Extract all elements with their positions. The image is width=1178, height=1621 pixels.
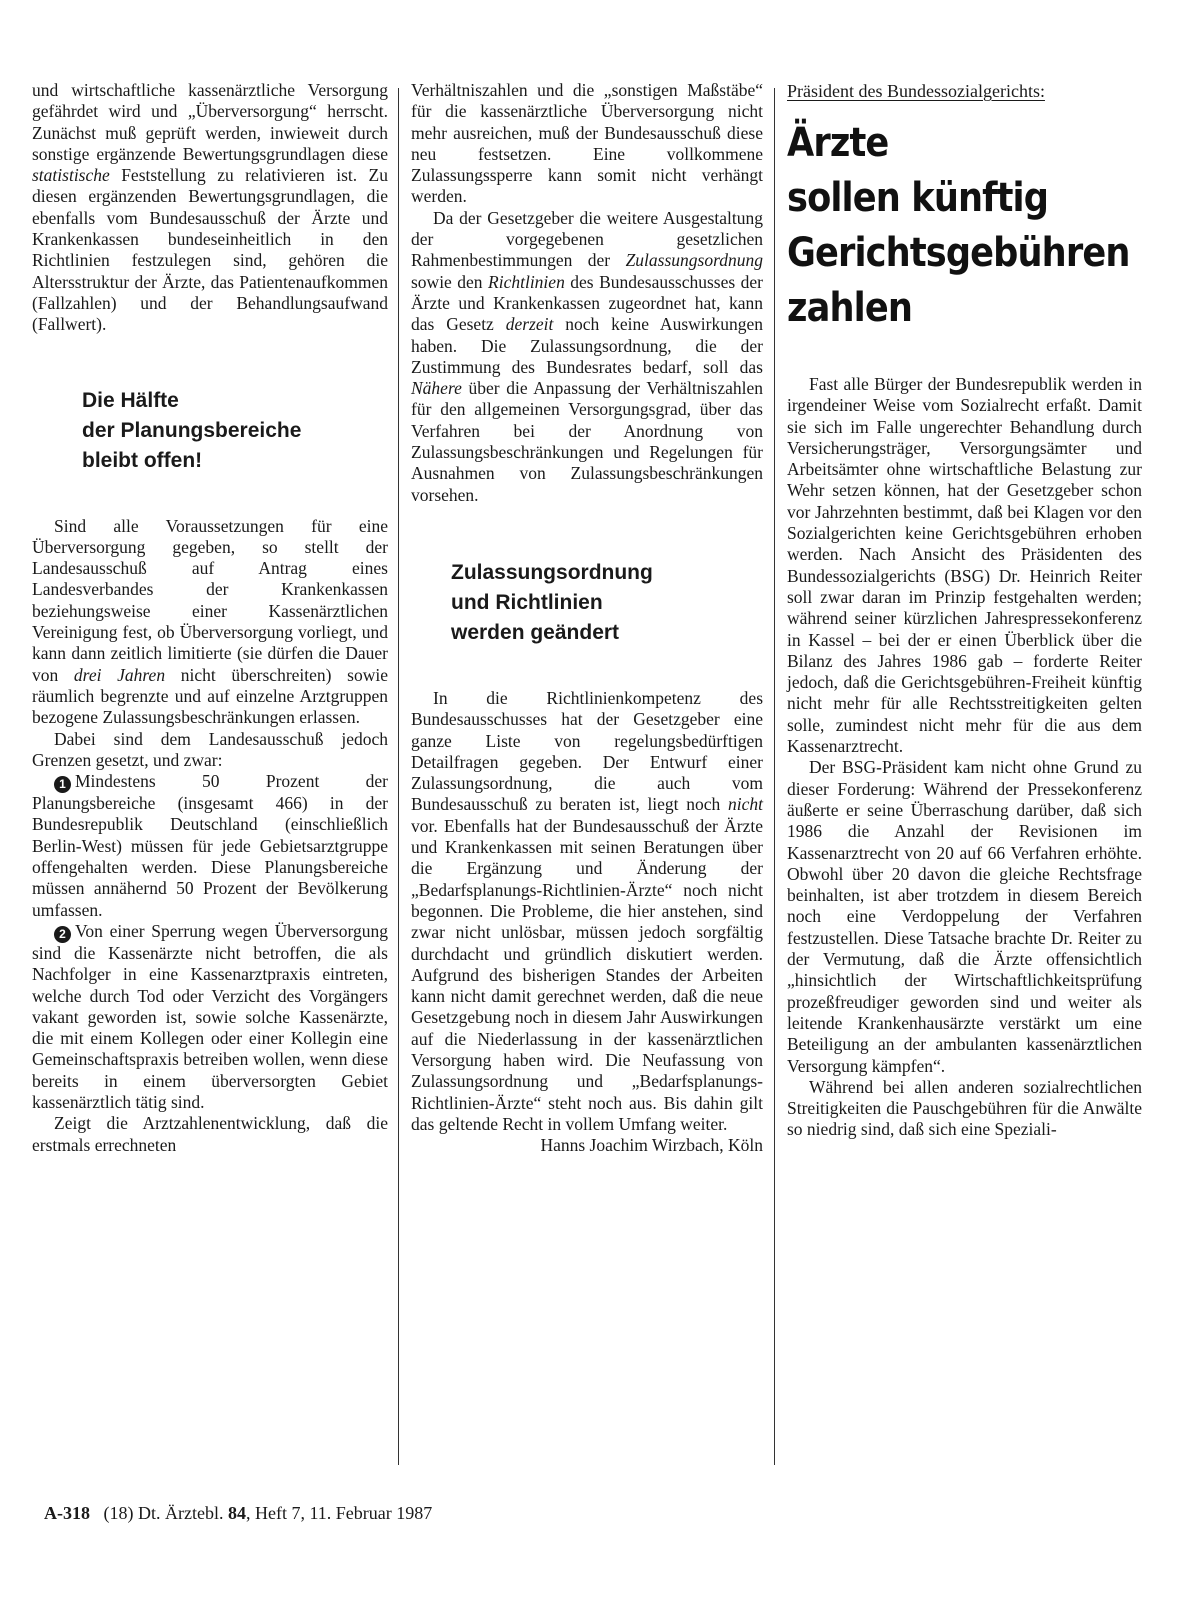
column-rule-left — [398, 88, 399, 1465]
page-number: A-318 — [44, 1503, 90, 1523]
paragraph: und wirtschaftliche kassenärztliche Versorgung gefährdet wird und „Überversorgung“ herrscht. Zunächst muß geprüft werden, inwieweit durch sonstige ergänzende Bewertungsgrundlagen diese statistische Feststellung zu relativieren ist. Zu diesen ergänzenden Bewertungsgrundlagen, die ebenfalls vom Bundesausschuß der Ärzte und Krankenkassen bundeseinheitlich in den Richtlinien festzulegen sind, gehören die Altersstruktur der Ärzte, das Patientenaufkommen (Fallzahlen) und der Behandlungsaufwand (Fallwert). — [32, 80, 388, 335]
column-rule-right — [774, 88, 775, 1465]
page-footer: A-318 (18) Dt. Ärztebl. 84, Heft 7, 11. Februar 1987 — [44, 1503, 433, 1523]
section-heading-planning: Die Hälfte der Planungsbereiche bleibt offen! — [82, 388, 302, 472]
paragraph: In die Richtlinienkompetenz des Bundesausschusses hat der Gesetzgeber eine ganze Liste von regelungsbedürftigen Detailfragen gegeben. Der Entwurf einer Zulassungsordnung, die auch vom Bundesausschuß zu beraten ist, liegt noch nicht vor. Ebenfalls hat der Bundesausschuß der Ärzte und Krankenkassen mit seinen Beratungen über die Ergänzung und Änderung der „Bedarfsplanungs-Richtlinien-Ärzte“ noch nicht begonnen. Die Probleme, die hier anstehen, sind zwar nicht unlösbar, müssen jedoch sorgfältig durchdacht und gründlich diskutiert werden. Aufgrund des bisherigen Standes der Arbeiten kann nicht damit gerechnet werden, daß die neue Gesetzgebung noch in diesem Jahr Auswirkungen auf die Niederlassung in der kassenärztlichen Versorgung haben wird. Die Neufassung von Zulassungsordnung und „Bedarfsplanungs-Richtlinien-Ärzte“ steht noch aus. Bis dahin gilt das geltende Recht in vollem Umfang weiter. — [411, 687, 763, 1134]
article-column-1 — [32, 80, 388, 1156]
paragraph: Dabei sind dem Landesausschuß jedoch Grenzen gesetzt, und zwar: — [32, 728, 388, 770]
number-bullet-icon: 2 — [54, 926, 71, 943]
author-byline: Hanns Joachim Wirzbach, Köln — [540, 1135, 763, 1156]
paragraph: Verhältniszahlen und die „sonstigen Maßstäbe“ für die kassenärztliche Überversorgung nicht mehr ausreichen, muß der Bundesausschuß diese neu festsetzen. Eine vollkommene Zulassungssperre kann somit nicht verhängt werden. — [411, 80, 763, 207]
section-heading-admission: Zulassungsordnung und Richtlinien werden geändert — [451, 560, 653, 644]
article-headline: Ärzte sollen künftig Gerichtsgebühren zahlen — [787, 120, 1130, 331]
number-bullet-icon: 1 — [54, 776, 71, 793]
paragraph: Der BSG-Präsident kam nicht ohne Grund zu dieser Forderung: Während der Pressekonferenz äußerte er seine Überraschung darüber, daß sich 1986 die Anzahl der Revisionen im Kassenarztrecht von 20 auf 66 Verfahren erhöhte. Obwohl über 20 davon die gleiche Rechtsfrage beinhalten, ist aber trotzdem in diesem Bereich noch eine Verdoppelung der Verfahren festzustellen. Diese Tatsache brachte Dr. Reiter zu der Vermutung, daß die Ärzte offensichtlich „hinsichtlich der Wirtschaftlichkeitsprüfung prozeßfreudiger geworden sind und weiter als leitende Krankenhausärzte verstärkt um eine Beteiligung an der ambulanten kassenärztlichen Versorgung kämpfen“. — [787, 757, 1142, 1076]
article-column-3 — [787, 80, 1142, 1141]
paragraph: Während bei allen anderen sozialrechtlichen Streitigkeiten die Pauschgebühren für die Anwälte so niedrig sind, daß sich eine Speziali- — [787, 1076, 1142, 1140]
paragraph: Da der Gesetzgeber die weitere Ausgestaltung der vorgegebenen gesetzlichen Rahmenbestimmungen der Zulassungsordnung sowie den Richtlinien des Bundesausschusses der Ärzte und Krankenkassen zugeordnet hat, kann das Gesetz derzeit noch keine Auswirkungen haben. Die Zulassungsordnung, die der Zustimmung des Bundesrates bedarf, soll das Nähere über die Anpassung der Verhältniszahlen für den allgemeinen Versorgungsgrad, über das Verfahren bei der Anordnung von Zulassungsbeschränkungen und Regelungen für Ausnahmen von Zulassungsbeschränkungen vorsehen. — [411, 207, 763, 505]
paragraph: Fast alle Bürger der Bundesrepublik werden in irgendeiner Weise vom Sozialrecht erfaßt. Damit sie sich im Falle ungerechter Behandlung durch Versicherungsträger, Versorgungsämter und Arbeitsämter ohne wirtschaftliche Belastung zur Wehr setzen können, hat der Gesetzgeber schon vor Jahrzehnten bestimmt, daß bei Klagen vor den Sozialgerichten keine Gerichtsgebühren erhoben werden. Nach Ansicht des Präsidenten des Bundessozialgerichts (BSG) Dr. Heinrich Reiter soll zwar daran im Prinzip festgehalten werden; während seiner kürzlichen Jahrespressekonferenz in Kassel – bei der er einen Überblick über die Bilanz des Jahres 1986 gab – forderte Reiter jedoch, daß die Gerichtsgebühren-Freiheit künftig nicht mehr für alle Rechtsstreitigkeiten gelten solle, zumindest nicht mehr für die aus dem Kassenarztrecht. — [787, 374, 1142, 757]
article-kicker: Präsident des Bundessozialgerichts: — [787, 81, 1045, 101]
list-item: 2 Von einer Sperrung wegen Überversorgung sind die Kassenärzte nicht betroffen, die als Nachfolger in eine Kassenarztpraxis eintreten, welche durch Tod oder Verzicht des Vorgängers vakant geworden ist, sowie solche Kassenärzte, die mit einem Kollegen oder einer Kollegin eine Gemeinschaftspraxis betreiben wollen, wenn diese bereits in einem überversorgten Gebiet kassenärztlich tätig sind. — [32, 920, 388, 1112]
paragraph: Zeigt die Arztzahlenentwicklung, daß die erstmals errechneten — [32, 1113, 388, 1155]
article-column-2 — [411, 80, 763, 1156]
paragraph: Sind alle Voraussetzungen für eine Überversorgung gegeben, so stellt der Landesausschuß auf Antrag eines Landesverbandes der Krankenkassen beziehungsweise einer Kassenärztlichen Vereinigung fest, ob Überversorgung vorliegt, und kann dann zeitlich limitierte (sie dürfen die Dauer von drei Jahren nicht überschreiten) sowie räumlich begrenzte und auf einzelne Arztgruppen bezogene Zulassungsbeschränkungen erlassen. — [32, 515, 388, 728]
list-item: 1 Mindestens 50 Prozent der Planungsbereiche (insgesamt 466) in der Bundesrepublik Deutschland (einschließlich Berlin-West) müssen für jede Gebietsarztgruppe offengehalten werden. Diese Planungsbereiche müssen annähernd 50 Prozent der Bevölkerung umfassen. — [32, 771, 388, 920]
